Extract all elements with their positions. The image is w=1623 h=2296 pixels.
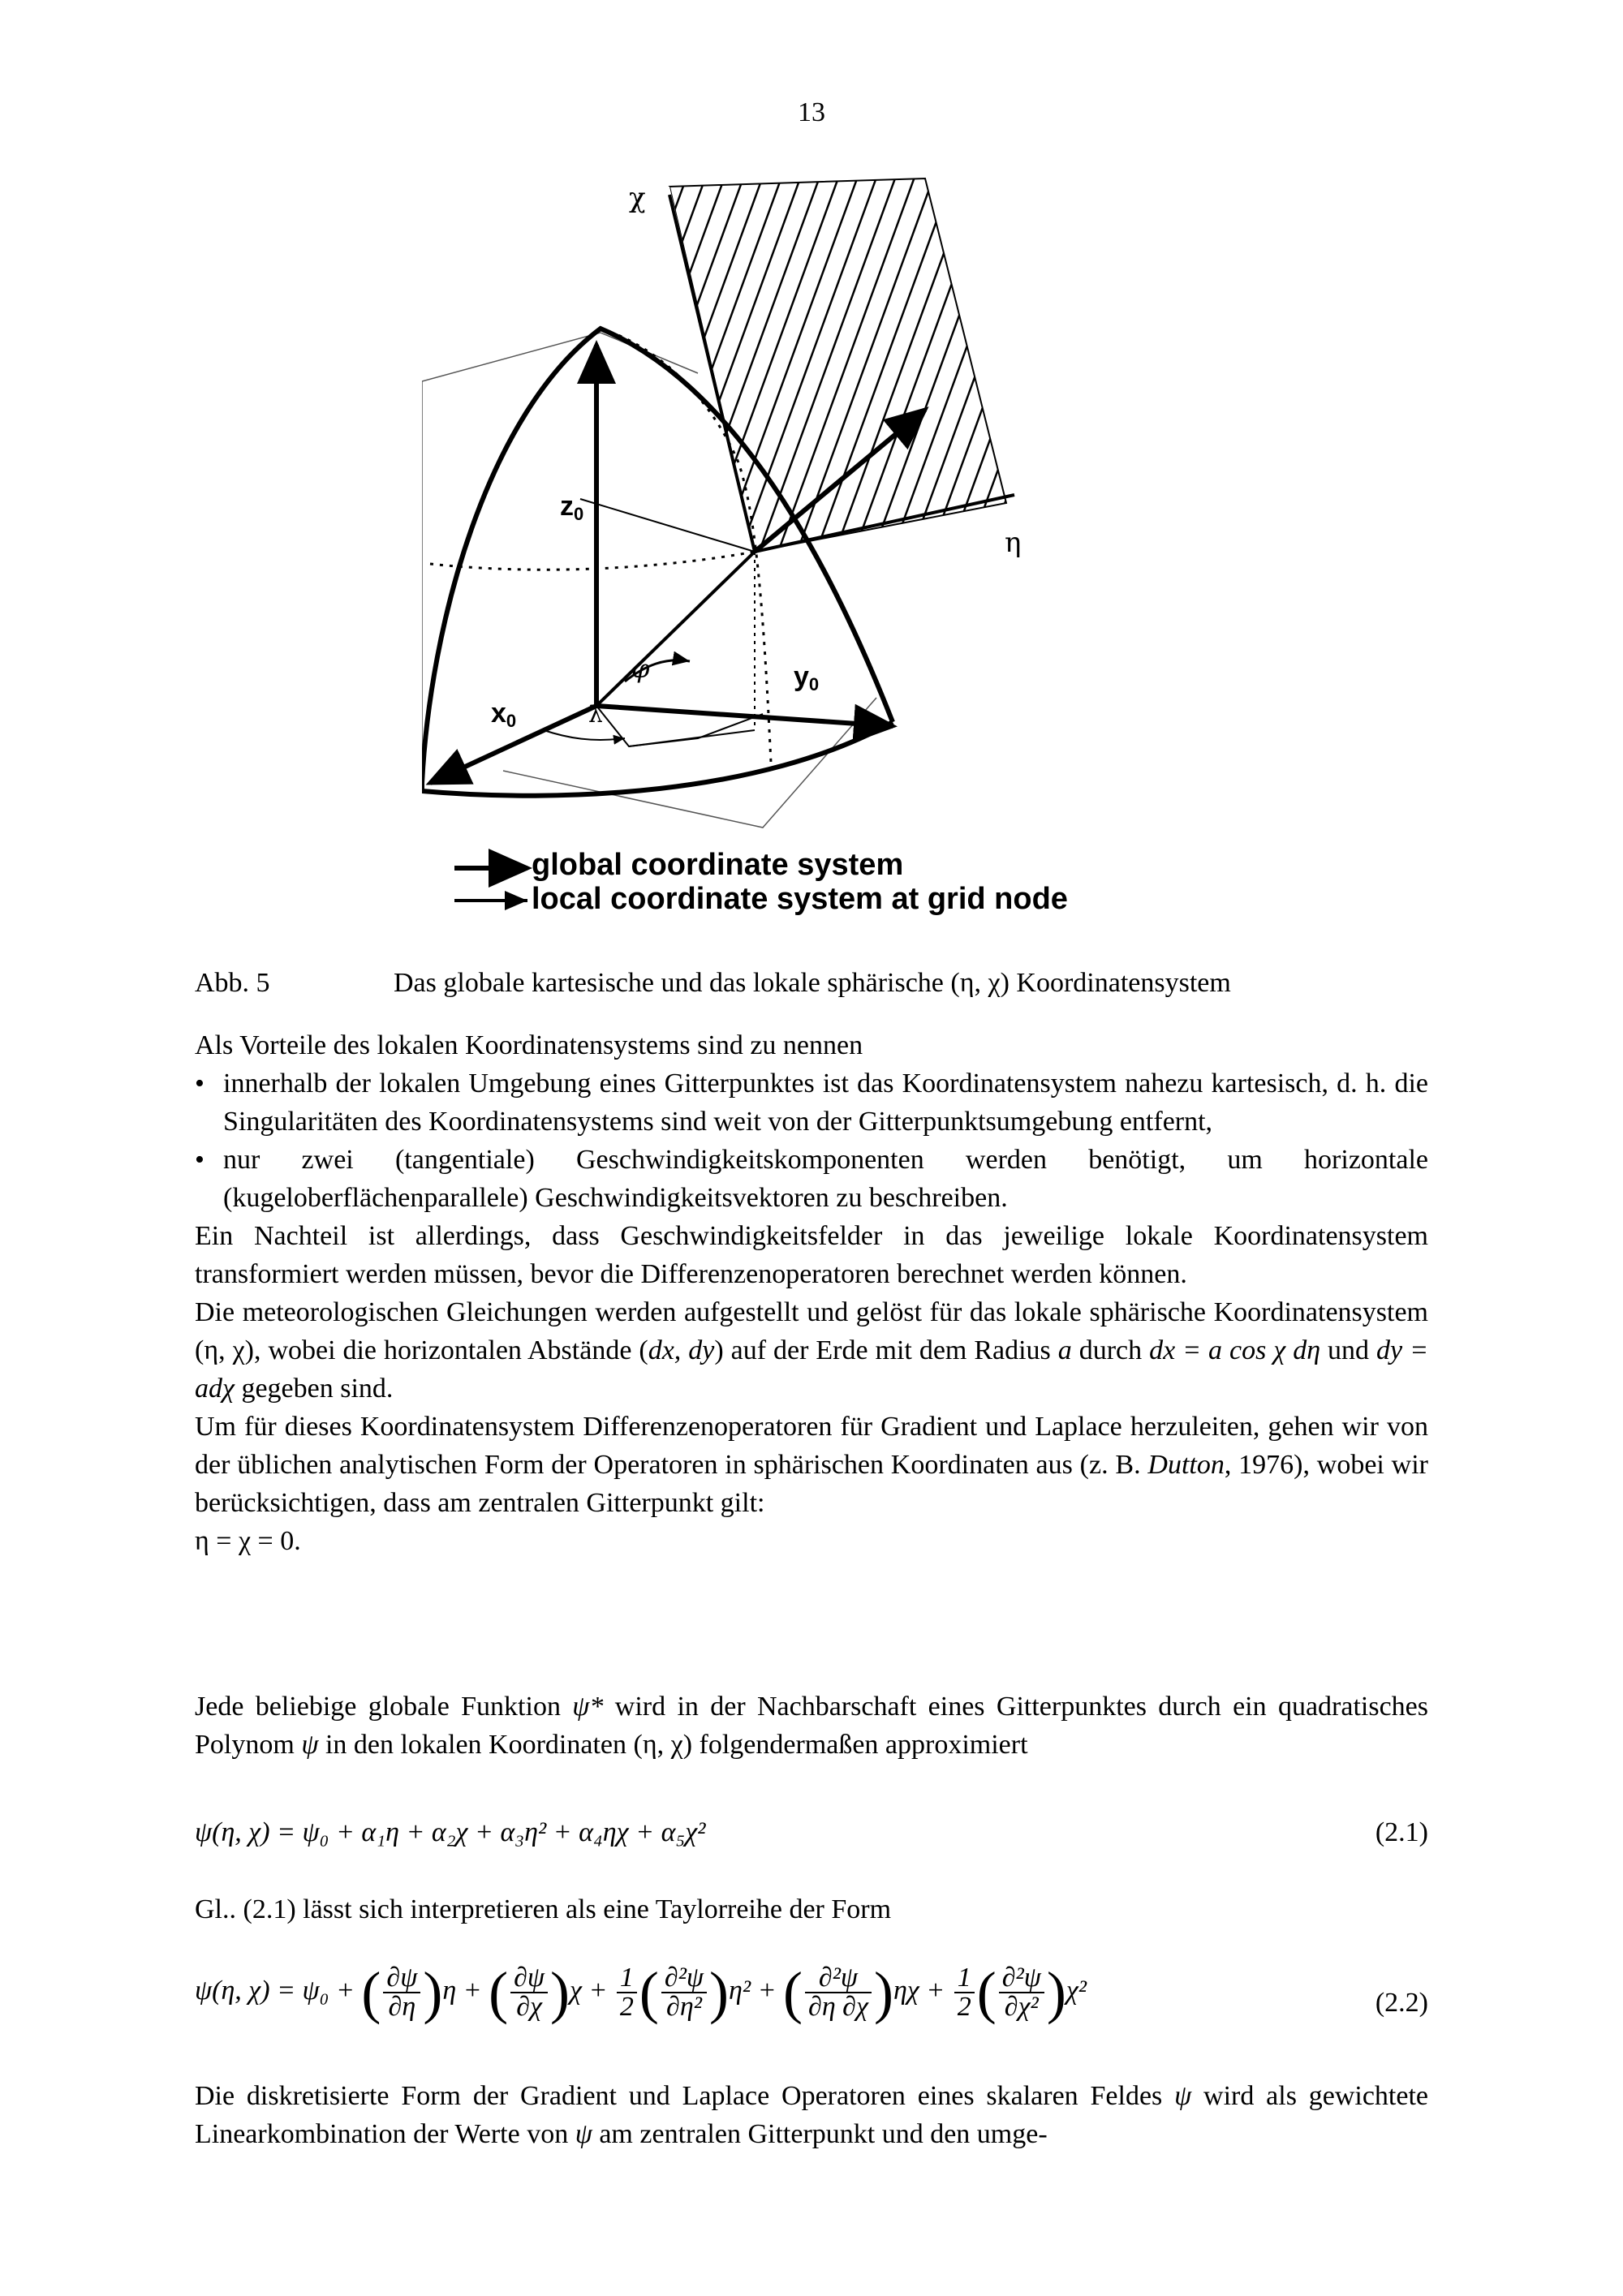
jede-text-3: in den lokalen Koordinaten (η, χ) folgendermaßen approximiert xyxy=(318,1730,1028,1760)
meteo-dxdy: dx, dy xyxy=(648,1335,715,1365)
um-text-2: , 1976), wobei wir berücksichtigen, dass am zentralen Gitterpunkt gilt: xyxy=(195,1450,1428,1518)
caption-label: Abb. 5 xyxy=(195,968,270,998)
eq22-t2-den: ∂χ xyxy=(516,1992,542,2022)
lambda-label: λ xyxy=(588,701,603,728)
figure-caption xyxy=(195,968,1231,999)
last-psi: ψ xyxy=(1174,2081,1192,2111)
eq22-t3-var: η² + xyxy=(729,1975,777,2006)
nachteil-paragraph: Ein Nachteil ist allerdings, dass Geschwindigkeitsfelder in das jeweilige lokale Koordinatensystem transformiert werden müssen, bevor die Differenzenoperatoren berechnet werden können. xyxy=(195,1221,1428,1289)
last-paragraph xyxy=(195,2077,1428,2153)
equation-2-1 xyxy=(195,1817,1428,1848)
svg-text:y0 xyxy=(794,661,819,694)
meteo-eq-dx: dx = a cos χ dη xyxy=(1149,1335,1321,1365)
svg-text:x0 xyxy=(491,698,516,731)
body-text-block-2 xyxy=(195,1688,1428,1764)
operator-paragraph xyxy=(195,1408,1428,1560)
meteo-a: a xyxy=(1057,1335,1072,1365)
chi-axis-label: χ xyxy=(629,182,646,214)
eq22-t4-var: ηχ + xyxy=(893,1975,945,2006)
legend-global: global coordinate system xyxy=(532,848,904,882)
eq22-half2-den: 2 xyxy=(957,1992,971,2022)
equation-2-2: ψ(η, χ) = ψ₀ + ( $\frac{\partial\psi}{\partial\eta}$ )η + ( $\frac{\partial\psi}{\partial\chi}$ )χ + $\frac{1}{2}$ ( $\frac{\text{∂²ψ}}{\text{∂η²}}$ )η² + ( $\frac{\text{∂²ψ}}{\partial\eta \partial\chi}$ )ηχ + $\frac{1}{2}$ ( $\frac{\text{∂²ψ}}{\text{∂χ²}}$ )χ² (2.2) xyxy=(195,1960,1428,2025)
meteo-text-3: durch xyxy=(1071,1335,1150,1365)
eq22-t4-den: ∂η ∂χ xyxy=(808,1992,868,2022)
z0-label: z xyxy=(560,491,574,522)
um-author: Dutton xyxy=(1147,1450,1225,1480)
equation-2-2-number: (2.2) xyxy=(1375,1988,1428,2018)
eq22-t1-den: ∂η xyxy=(388,1992,416,2022)
meteo-text-4: und xyxy=(1320,1335,1377,1365)
eq22-t5-num: ∂²ψ xyxy=(999,1964,1044,1993)
eq22-t5-den: ∂χ² xyxy=(1004,1992,1039,2022)
eq22-t4-num: ∂²ψ xyxy=(805,1964,872,1993)
eq22-t3-num: ∂²ψ xyxy=(661,1964,707,1993)
equation-2-1-expression: ψ(η, χ) = ψ₀ + α₁η + α₂χ + α₃η² + α₄ηχ + α₅χ² xyxy=(195,1817,706,1847)
meteo-text-2: ) auf der Erde mit dem Radius xyxy=(714,1335,1058,1365)
jede-paragraph xyxy=(195,1688,1428,1764)
meteo-text-1: Die meteorologischen Gleichungen werden aufgestellt und gelöst für das lokale sphärische Koordinatensystem (η, χ), wobei die horizontalen Abstände ( xyxy=(195,1297,1428,1365)
z0-sub: 0 xyxy=(574,504,584,524)
eq22-t3-den: ∂η² xyxy=(666,1992,702,2022)
coordinate-system-figure xyxy=(422,170,1071,925)
meteo-eq-dy: dy = adχ xyxy=(195,1335,1429,1404)
last-text-3: am zentralen Gitterpunkt und den umge- xyxy=(592,2119,1048,2149)
y0-sub: 0 xyxy=(808,674,820,694)
eq22-t2-var: χ + xyxy=(570,1975,608,2006)
last-text-2: wird als gewichtete Linearkombination der Werte von xyxy=(195,2081,1428,2149)
meteo-paragraph xyxy=(195,1293,1428,1408)
advantages-list xyxy=(195,1064,1428,1217)
intro-paragraph: Als Vorteile des lokalen Koordinatensystems sind zu nennen xyxy=(195,1030,863,1060)
eq22-half1-den: 2 xyxy=(619,1992,634,2022)
jede-text-1: Jede beliebige globale Funktion xyxy=(195,1692,573,1722)
last-psi-2: ψ xyxy=(575,2119,592,2149)
eq22-t5-var: χ² xyxy=(1065,1975,1087,2006)
svg-text:z0 xyxy=(560,491,583,524)
psi: ψ xyxy=(301,1730,319,1760)
page-number: 13 xyxy=(798,97,825,127)
eq22-t1-var: η + xyxy=(442,1975,482,2006)
jede-text-2: wird in der Nachbarschaft eines Gitterpunktes durch ein quadratisches Polynom xyxy=(195,1692,1428,1760)
y0-label: y xyxy=(794,661,809,692)
list-item: • innerhalb der lokalen Umgebung eines Gitterpunktes ist das Koordinatensystem nahezu kartesisch, d. h. die Singularitäten des Koordinatensystems sind weit von der Gitterpunktsumgebung entfernt, xyxy=(195,1064,1428,1141)
list-item: • nur zwei (tangentiale) Geschwindigkeitskomponenten werden benötigt, um horizontale (kugeloberflächenparallele) Geschwindigkeitsvektoren zu beschreiben. xyxy=(195,1141,1428,1217)
body-text-block-1 xyxy=(195,1026,1428,1560)
eta-axis-label: η xyxy=(1005,527,1022,559)
gl-paragraph: Gl.. (2.1) lässt sich interpretieren als eine Taylorreihe der Form xyxy=(195,1894,892,1924)
meteo-text-5: gegeben sind. xyxy=(234,1374,394,1404)
um-text-1: Um für dieses Koordinatensystem Differenzenoperatoren für Gradient und Laplace herzuleiten, gehen wir von der üblichen analytischen Form der Operatoren in sphärischen Koordinaten aus (z. B. xyxy=(195,1412,1428,1480)
eq22-t2-num: ∂ψ xyxy=(510,1964,548,1993)
eq22-half2-num: 1 xyxy=(954,1964,975,1993)
phi-label: φ xyxy=(631,653,650,684)
equation-2-1-number: (2.1) xyxy=(1375,1817,1428,1847)
last-text-1: Die diskretisierte Form der Gradient und Laplace Operatoren eines skalaren Feldes xyxy=(195,2081,1175,2111)
legend-local: local coordinate system at grid node xyxy=(532,882,1068,916)
eq22-half1-num: 1 xyxy=(617,1964,637,1993)
x0-label: x xyxy=(491,698,506,729)
eq22-lhs: ψ(η, χ) = ψ₀ + xyxy=(195,1975,355,2006)
psi-star: ψ* xyxy=(572,1692,604,1722)
eq22-t1-num: ∂ψ xyxy=(383,1964,420,1993)
x0-sub: 0 xyxy=(506,711,517,731)
grid-point-condition: η = χ = 0. xyxy=(195,1526,301,1556)
caption-text: Das globale kartesische und das lokale sphärische (η, χ) Koordinatensystem xyxy=(394,968,1231,998)
